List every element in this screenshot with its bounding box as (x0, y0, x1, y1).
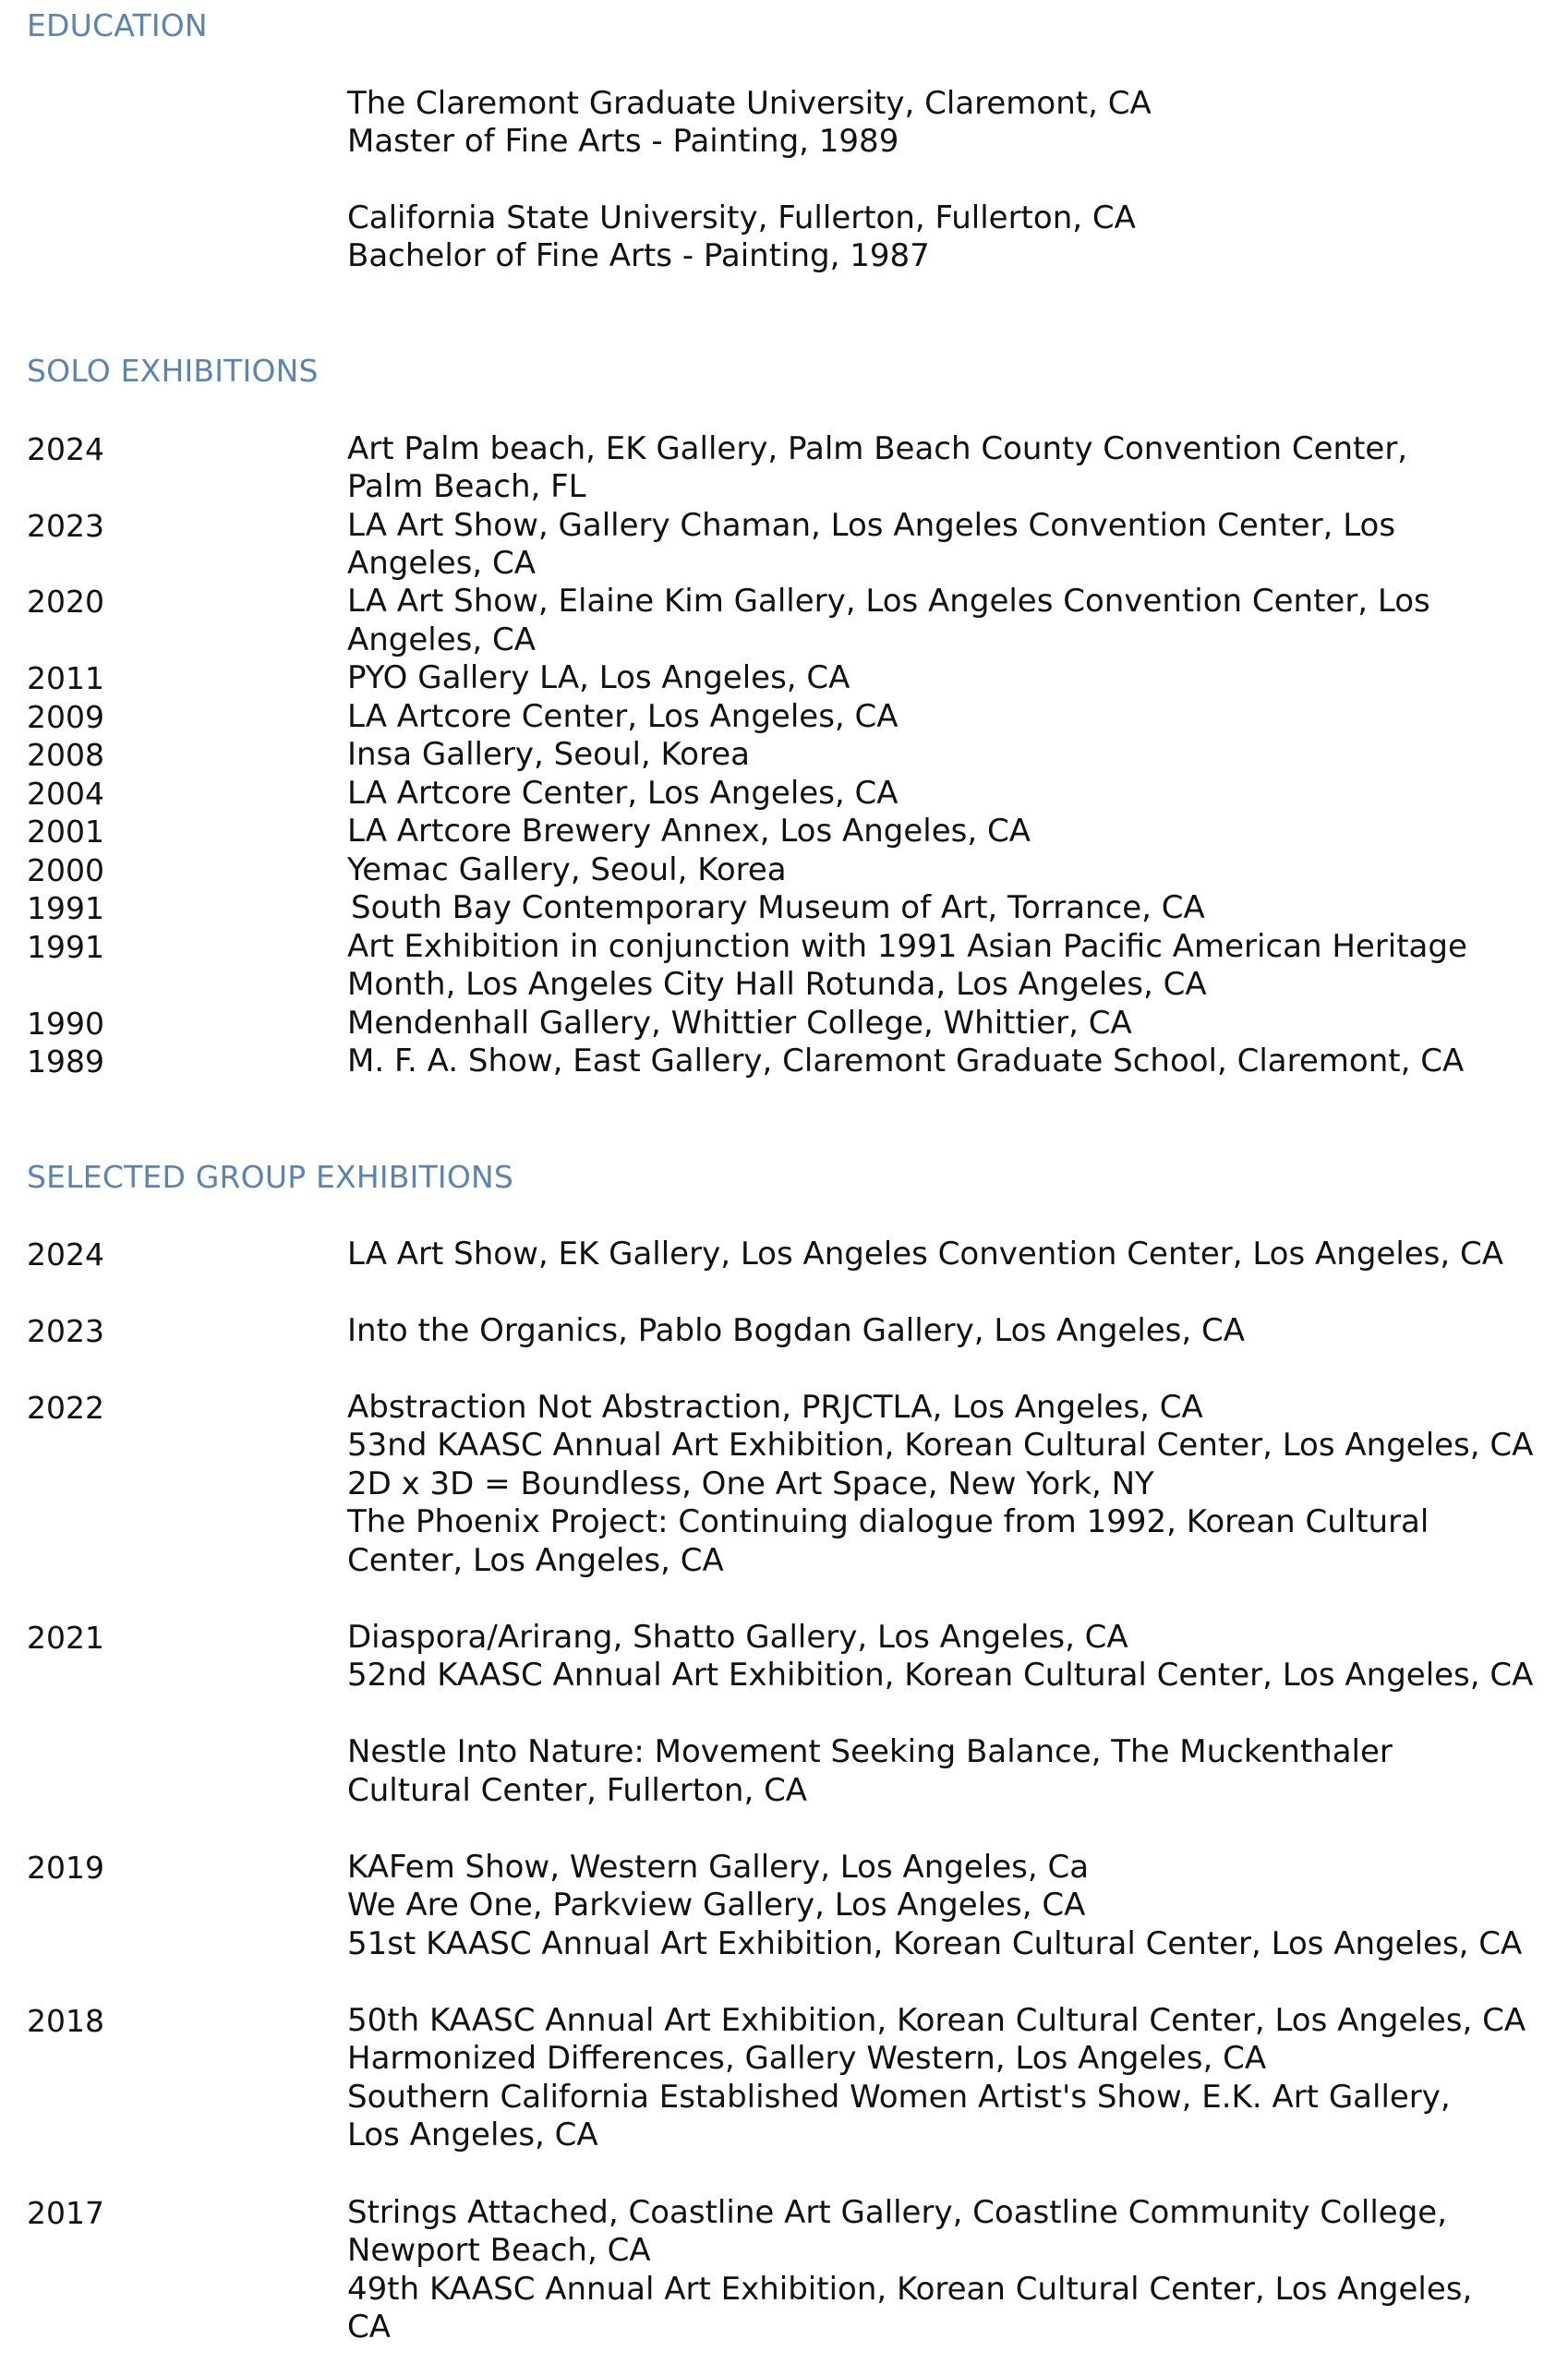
solo-entry: South Bay Contemporary Museum of Art, Torrance, CA (351, 889, 1205, 926)
group-entry: Strings Attached, Coastline Art Gallery, Coastline Community College, (347, 2194, 1448, 2231)
solo-entry: Angeles, CA (347, 545, 536, 582)
solo-entry: LA Art Show, Elaine Kim Gallery, Los Angeles Convention Center, Los (347, 583, 1430, 620)
group-entry: 53nd KAASC Annual Art Exhibition, Korean Cultural Center, Los Angeles, CA (347, 1427, 1534, 1464)
solo-year: 2009 (27, 699, 104, 735)
group-entry: 51st KAASC Annual Art Exhibition, Korean Cultural Center, Los Angeles, CA (347, 1925, 1523, 1962)
solo-year: 2011 (27, 660, 104, 696)
solo-entry: M. F. A. Show, East Gallery, Claremont Graduate School, Claremont, CA (347, 1043, 1465, 1079)
group-entry: Southern California Established Women Artist's Show, E.K. Art Gallery, (347, 2079, 1451, 2116)
solo-year: 2004 (27, 776, 104, 812)
group-entry: We Are One, Parkview Gallery, Los Angeles, CA (347, 1887, 1086, 1924)
solo-year: 1991 (27, 929, 104, 965)
group-entry: CA (347, 2309, 391, 2346)
solo-entry: Yemac Gallery, Seoul, Korea (347, 851, 787, 888)
solo-year: 2023 (27, 508, 104, 544)
solo-year: 1990 (27, 1006, 104, 1042)
solo-entry: Insa Gallery, Seoul, Korea (347, 736, 750, 773)
education-entry: Bachelor of Fine Arts - Painting, 1987 (347, 237, 930, 274)
solo-year: 2001 (27, 814, 104, 850)
solo-entry: PYO Gallery LA, Los Angeles, CA (347, 659, 850, 696)
group-exhibitions-heading: SELECTED GROUP EXHIBITIONS (27, 1159, 514, 1195)
group-entry: Center, Los Angeles, CA (347, 1542, 724, 1579)
solo-entry: Art Palm beach, EK Gallery, Palm Beach County Convention Center, (347, 430, 1408, 467)
solo-entry: Art Exhibition in conjunction with 1991 Asian Pacific American Heritage (347, 928, 1467, 965)
solo-entry: Month, Los Angeles City Hall Rotunda, Los Angeles, CA (347, 966, 1207, 1003)
solo-entry: Mendenhall Gallery, Whittier College, Whittier, CA (347, 1005, 1132, 1042)
group-entry: KAFem Show, Western Gallery, Los Angeles, Ca (347, 1849, 1090, 1886)
group-entry: 50th KAASC Annual Art Exhibition, Korean Cultural Center, Los Angeles, CA (347, 2002, 1526, 2039)
group-year: 2022 (27, 1390, 104, 1426)
education-heading: EDUCATION (27, 7, 208, 43)
solo-year: 2024 (27, 431, 104, 467)
education-entry: Master of Fine Arts - Painting, 1989 (347, 123, 899, 160)
group-entry: 52nd KAASC Annual Art Exhibition, Korean Cultural Center, Los Angeles, CA (347, 1657, 1534, 1694)
solo-year: 2008 (27, 737, 104, 773)
group-year: 2018 (27, 2003, 104, 2039)
group-year: 2017 (27, 2195, 104, 2231)
solo-entry: LA Artcore Center, Los Angeles, CA (347, 775, 899, 812)
group-entry: 49th KAASC Annual Art Exhibition, Korean Cultural Center, Los Angeles, (347, 2271, 1473, 2308)
group-entry: Diaspora/Arirang, Shatto Gallery, Los Angeles, CA (347, 1619, 1128, 1656)
group-entry: Cultural Center, Fullerton, CA (347, 1772, 808, 1809)
solo-year: 1991 (27, 890, 104, 926)
group-year: 2019 (27, 1850, 104, 1886)
solo-entry: Angeles, CA (347, 621, 536, 658)
solo-exhibitions-heading: SOLO EXHIBITIONS (27, 353, 319, 389)
solo-year: 1989 (27, 1043, 104, 1079)
group-year: 2021 (27, 1620, 104, 1656)
group-entry: Nestle Into Nature: Movement Seeking Balance, The Muckenthaler (347, 1733, 1393, 1770)
solo-entry: Palm Beach, FL (347, 468, 586, 505)
education-entry: California State University, Fullerton, Fullerton, CA (347, 199, 1136, 236)
group-entry: Into the Organics, Pablo Bogdan Gallery, Los Angeles, CA (347, 1312, 1246, 1349)
group-entry: Los Angeles, CA (347, 2117, 598, 2153)
group-year: 2023 (27, 1313, 104, 1349)
group-entry: Harmonized Differences, Gallery Western, Los Angeles, CA (347, 2040, 1267, 2077)
group-entry: The Phoenix Project: Continuing dialogue from 1992, Korean Cultural (347, 1503, 1429, 1540)
solo-year: 2000 (27, 852, 104, 888)
solo-entry: LA Art Show, Gallery Chaman, Los Angeles Convention Center, Los (347, 507, 1396, 544)
solo-year: 2020 (27, 584, 104, 620)
group-entry: Newport Beach, CA (347, 2232, 651, 2269)
group-entry: 2D x 3D = Boundless, One Art Space, New York, NY (347, 1465, 1154, 1502)
solo-entry: LA Artcore Brewery Annex, Los Angeles, CA (347, 813, 1031, 850)
solo-entry: LA Artcore Center, Los Angeles, CA (347, 698, 899, 735)
group-entry: LA Art Show, EK Gallery, Los Angeles Convention Center, Los Angeles, CA (347, 1236, 1504, 1272)
education-entry: The Claremont Graduate University, Claremont, CA (347, 85, 1152, 122)
group-year: 2024 (27, 1236, 104, 1272)
group-entry: Abstraction Not Abstraction, PRJCTLA, Los Angeles, CA (347, 1389, 1203, 1426)
